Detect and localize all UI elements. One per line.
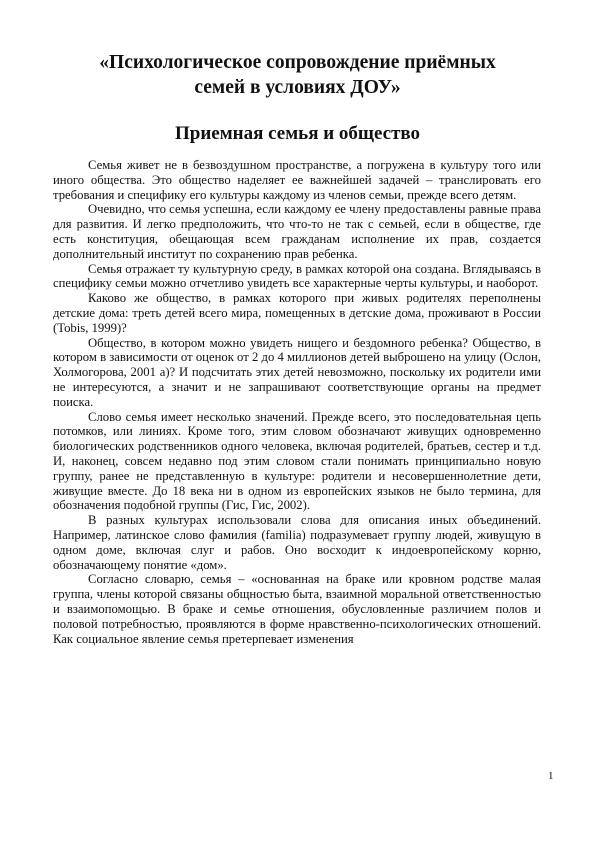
paragraph: Согласно словарю, семья – «основанная на браке или кровном родстве малая группа, члены которой связаны общностью быта, взаимной моральной ответственностью и взаимопомощью. В браке и семье отношения, обусловленные различием полов и половой потребностью, проявляются в форме нравственно-психологических отношений. Как социальное явление семья претерпевает изменения <box>53 572 541 646</box>
paragraph: Общество, в котором можно увидеть нищего и бездомного ребенка? Общество, в котором в зависимости от оценок от 2 до 4 миллионов детей выброшено на улицу (Ослон, Холмогорова, 2001 а)? И подсчитать этих детей невозможно, поскольку их родители ими не интересуются, а значит и не запрашивают соответствующие органы на предмет поиска. <box>53 335 541 409</box>
title-line-1: «Психологическое сопровождение приёмных <box>99 52 496 73</box>
body-text <box>53 158 541 646</box>
section-heading: Приемная семья и общество <box>174 123 421 144</box>
page-number: 1 <box>548 770 554 782</box>
paragraph: Семья отражает ту культурную среду, в рамках которой она создана. Вглядываясь в специфику семьи можно отчетливо увидеть все характерные черты культуры, и наоборот. <box>53 261 541 291</box>
title-line-2: семей в условиях ДОУ» <box>194 77 401 98</box>
paragraph: Семья живет не в безвоздушном пространстве, а погружена в культуру того или иного общества. Это общество наделяет ее важнейшей задачей – транслировать его требования и специфику его культуры каждому из членов семьи, прежде всего детям. <box>53 158 541 202</box>
paragraph: Слово семья имеет несколько значений. Прежде всего, это последовательная цепь потомков, или линиях. Кроме того, этим словом обозначают живущих одновременно биологических родственников одного человека, включая родителей, братьев, сестер и т.д. И, наконец, совсем недавно под этим словом стали понимать принципиально новую группу, ранее не представленную в культуре: родители и несовершеннолетние дети, живущие вместе. До 18 века ни в одном из европейских языков не было термина, для обозначения подобной группы (Гис, Гис, 2002). <box>53 409 541 513</box>
document-title <box>40 50 555 100</box>
paragraph: В разных культурах использовали слова для описания иных объединений. Например, латинское слово фамилия (familia) подразумевает группу людей, живущую в одном доме, включая слуг и рабов. Оно восходит к индоевропейскому корню, обозначающему понятие «дом». <box>53 513 541 572</box>
paragraph: Очевидно, что семья успешна, если каждому ее члену предоставлены равные права для развития. И легко предположить, что что-то не так с семьей, если в обществе, где есть конституция, обещающая всем гражданам исполнение их прав, создается дополнительный институт по сохранению прав ребенка. <box>53 202 542 261</box>
paragraph: Каково же общество, в рамках которого при живых родителях переполнены детские дома: треть детей всего мира, помещенных в детские дома, проживают в России (Tobis, 1999)? <box>53 291 541 335</box>
